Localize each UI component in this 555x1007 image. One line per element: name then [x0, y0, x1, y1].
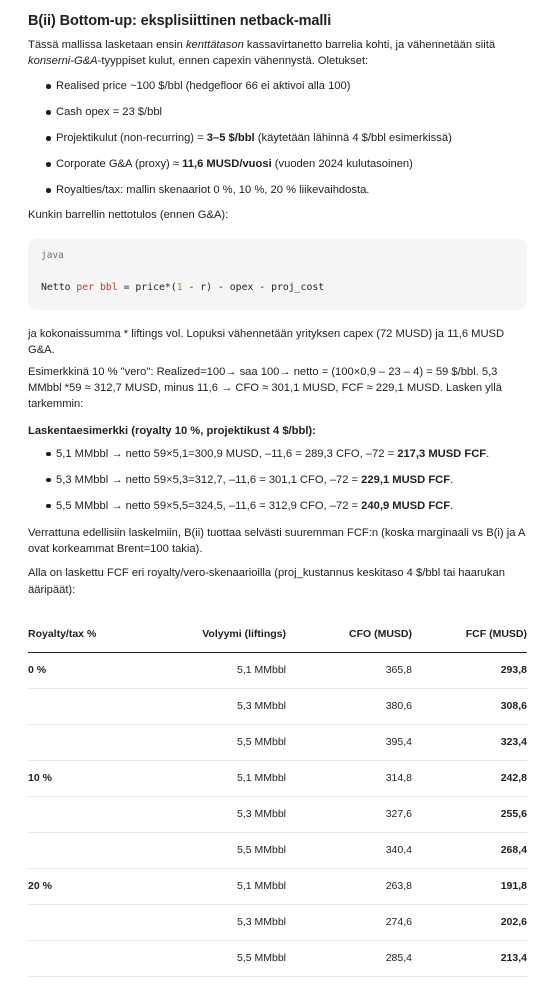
- assumptions-list: [28, 73, 527, 203]
- paragraph-table-intro: Alla on laskettu FCF eri royalty/vero-skenaarioilla (proj_kustannus keskitaso 4 $/bbl tai haarukan ääripäät):: [28, 567, 505, 596]
- table-row: 0 % 5,1 MMbbl 365,8 293,8: [28, 652, 527, 688]
- table-row: 5,3 MMbbl 380,6 308,6: [28, 688, 527, 724]
- table-row: 5,3 MMbbl 274,6 202,6: [28, 904, 527, 940]
- column-header: Royalty/tax %: [28, 618, 148, 653]
- list-item: Projektikulut (non-recurring) = 3–5 $/bbl (käytetään lähinnä 4 $/bbl esimerkissä): [28, 125, 527, 151]
- code-language-label: java: [41, 249, 64, 261]
- list-item: Corporate G&A (proxy) ≈ 11,6 MUSD/vuosi (vuoden 2024 kulutasoinen): [28, 151, 527, 177]
- table-row: 10 % 5,1 MMbbl 314,8 242,8: [28, 760, 527, 796]
- column-header: CFO (MUSD): [286, 618, 412, 653]
- list-item: 5,5 MMbbl → netto 59×5,5=324,5, –11,6 = 312,9 CFO, –72 = 240,9 MUSD FCF.: [28, 493, 527, 519]
- table-row: 5,5 MMbbl 285,4 213,4: [28, 940, 527, 976]
- fcf-table: [28, 618, 527, 977]
- column-header: FCF (MUSD): [412, 618, 527, 653]
- intro-paragraph: Tässä mallissa lasketaan ensin kenttätason kassavirtanetto barrelia kohti, ja vähennetään siitä konserni-G&A-tyyppiset kulut, ennen capexin vähennystä. Oletukset:: [28, 38, 496, 68]
- examples-list: [28, 441, 527, 519]
- list-item: Cash opex = 23 $/bbl: [28, 99, 527, 125]
- table-row: 5,5 MMbbl 395,4 323,4: [28, 724, 527, 760]
- code-block[interactable]: [28, 238, 527, 310]
- paragraph-example: Esimerkkinä 10 % "vero": Realized=100→ saa 100→ netto = (100×0,9 – 23 – 4) = 59 $/bbl. 5,3 MMbbl *59 ≈ 312,7 MUSD, minus 11,6 → CFO ≈ 301,1 MUSD, FCF ≈ 229,1 MUSD. Lasken yllä tarkemmin:: [28, 366, 502, 411]
- table-row: 20 % 5,1 MMbbl 263,8 191,8: [28, 868, 527, 904]
- code-line[interactable]: Netto per bbl = price*(1 - r) - opex - proj_cost: [41, 281, 325, 293]
- column-header: Volyymi (liftings): [148, 618, 286, 653]
- example-heading: Laskentaesimerkki (royalty 10 %, projektikust 4 $/bbl):: [28, 424, 316, 437]
- list-item: Royalties/tax: mallin skenaariot 0 %, 10 %, 20 % liikevaihdosta.: [28, 177, 527, 203]
- list-item: Realised price ~100 $/bbl (hedgefloor 66 ei aktivoi alla 100): [28, 73, 527, 99]
- table-row: 5,3 MMbbl 327,6 255,6: [28, 796, 527, 832]
- list-item: 5,1 MMbbl → netto 59×5,1=300,9 MUSD, –11,6 = 289,3 CFO, –72 = 217,3 MUSD FCF.: [28, 441, 527, 467]
- list-item: 5,3 MMbbl → netto 59×5,3=312,7, –11,6 = 301,1 CFO, –72 = 229,1 MUSD FCF.: [28, 467, 527, 493]
- table-header-row: [28, 618, 527, 653]
- table-row: 5,5 MMbbl 340,4 268,4: [28, 832, 527, 868]
- per-barrel-text: Kunkin barrellin nettotulos (ennen G&A):: [28, 209, 229, 222]
- paragraph-capex: ja kokonaissumma * liftings vol. Lopuksi vähennetään yrityksen capex (72 MUSD) ja 11,6 MUSD G&A.: [28, 327, 505, 356]
- paragraph-comparison: Verrattuna edellisiin laskelmiin, B(ii) tuottaa selvästi suuremman FCF:n (koska marginaali vs B(i) ja A ovat korkeammat Brent=100 takia).: [28, 526, 525, 556]
- section-heading: B(ii) Bottom-up: eksplisiittinen netback-malli: [28, 13, 332, 29]
